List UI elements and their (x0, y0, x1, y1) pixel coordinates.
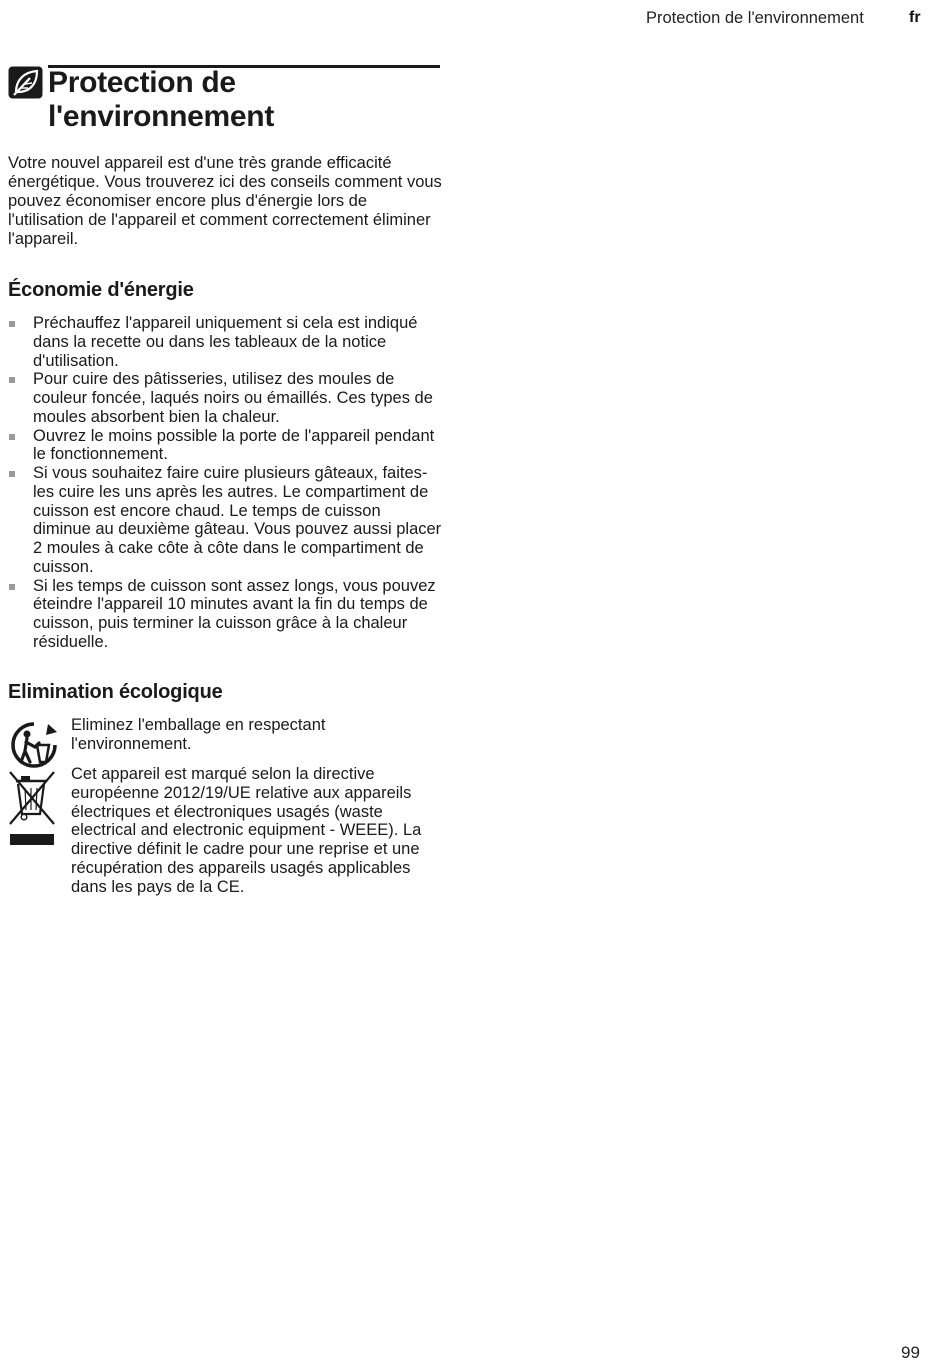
tip-text: Si vous souhaitez faire cuire plusieurs gâteaux, faites-les cuire les uns après les autres. Le compartiment de cuisson est encore chaud. Le temps de cuisson diminue au deuxième gâteau. Vous pouvez aussi placer 2 moules à cake côte à côte dans le compartiment de cuisson. (33, 464, 442, 576)
bullet-square-icon (9, 434, 15, 440)
bullet-square-icon (9, 471, 15, 477)
packaging-text: Eliminez l'emballage en respectant l'environnement. (71, 716, 326, 753)
bullet-square-icon (9, 584, 15, 590)
energy-tips-list (8, 314, 442, 652)
list-item (8, 427, 442, 465)
list-item (8, 370, 442, 426)
leaf-icon (8, 66, 43, 99)
tip-text: Préchauffez l'appareil uniquement si cela est indiqué dans la recette ou dans les tableaux de la notice d'utilisation. (33, 314, 418, 370)
list-item (8, 314, 442, 370)
list-item (8, 577, 442, 652)
page-number: 99 (901, 1343, 920, 1362)
intro-paragraph: Votre nouvel appareil est d'une très grande efficacité énergétique. Vous trouverez ici des conseils comment vous pouvez économiser encore plus d'énergie lors de l'utilisation de l'appareil et comment correctement éliminer l'appareil. (8, 154, 442, 248)
language-code: fr (909, 9, 921, 26)
tip-text: Si les temps de cuisson sont assez longs, vous pouvez éteindre l'appareil 10 minutes avant la fin du temps de cuisson, puis terminer la cuisson grâce à la chaleur résiduelle. (33, 576, 436, 651)
page-title: Protection de l'environnement (48, 66, 275, 133)
list-item (8, 464, 442, 577)
running-title: Protection de l'environnement (646, 9, 864, 27)
bullet-square-icon (9, 321, 15, 327)
crossed-bin-weee-icon (8, 770, 56, 848)
disposal-heading: Elimination écologique (8, 681, 223, 703)
tip-text: Pour cuire des pâtisseries, utilisez des moules de couleur foncée, laqués noirs ou émaillés. Ces types de moules absorbent bien la chaleur. (33, 370, 433, 426)
weee-text: Cet appareil est marqué selon la directive européenne 2012/19/UE relative aux appareils électriques et électroniques usagés (waste electrical and electronic equipment - WEEE). La directive définit le cadre pour une reprise et une récupération des appareils usagés applicables dans les pays de la CE. (71, 765, 422, 896)
tip-text: Ouvrez le moins possible la porte de l'appareil pendant le fonctionnement. (33, 426, 435, 464)
recycle-person-icon (8, 720, 60, 770)
energy-heading: Économie d'énergie (8, 279, 194, 301)
bullet-square-icon (9, 377, 15, 383)
